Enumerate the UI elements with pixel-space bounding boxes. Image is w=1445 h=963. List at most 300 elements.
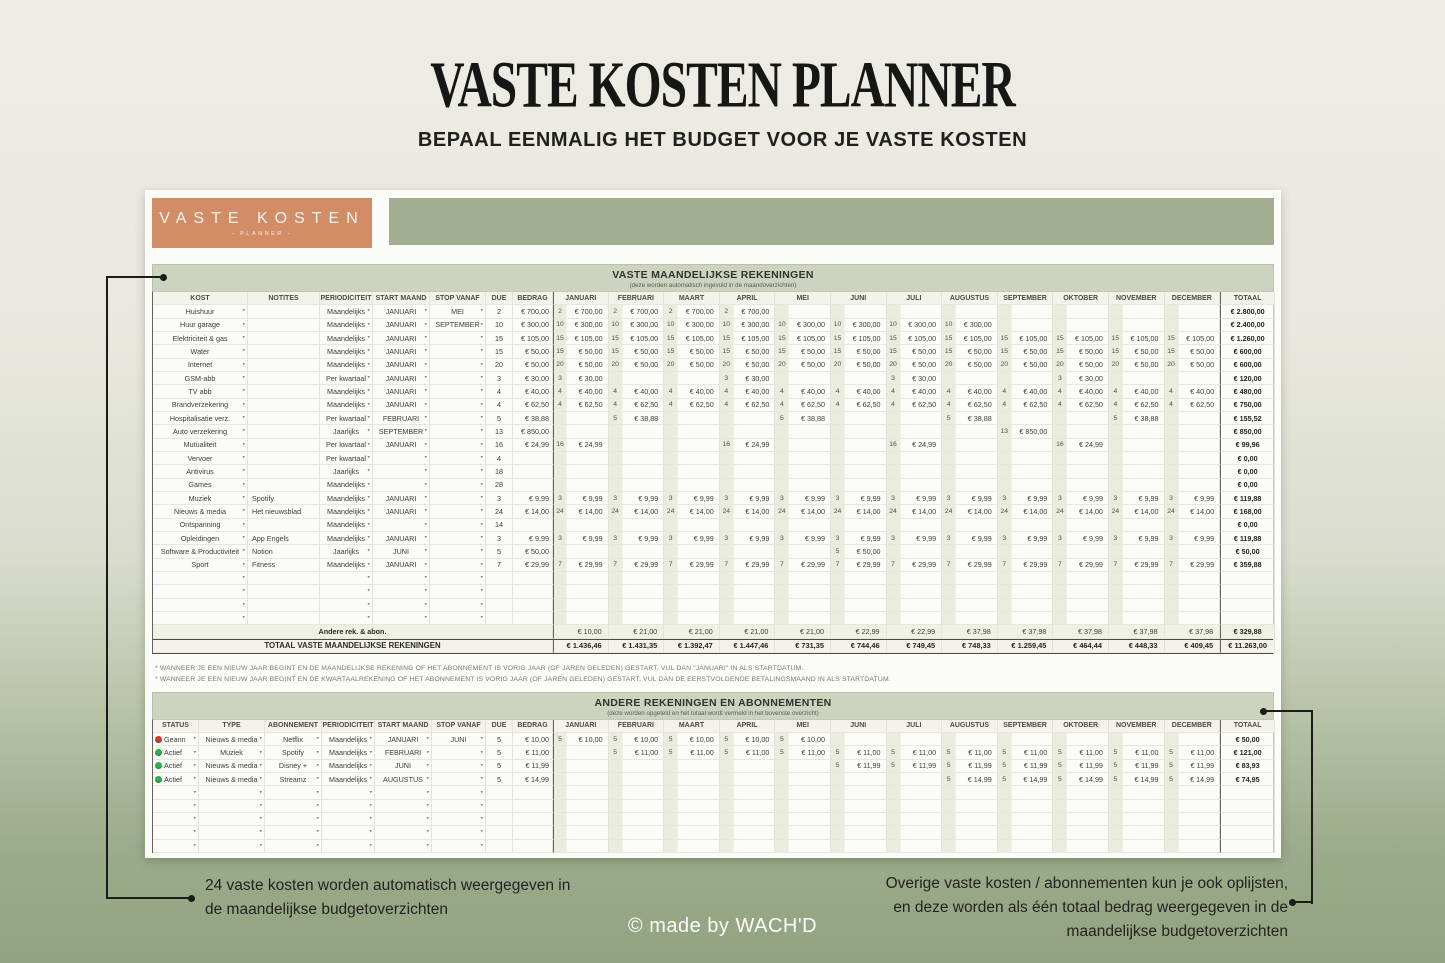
kost-dropdown[interactable]: Brandverzekering ▾ [153, 399, 248, 412]
bedrag-cell[interactable]: € 50,00 [513, 545, 553, 558]
start-maand-dropdown[interactable]: JANUARI ▾ [373, 345, 430, 358]
month-amount-cell [1179, 826, 1221, 839]
month-due-cell [942, 465, 956, 478]
bedrag-cell[interactable] [513, 800, 553, 813]
stop-vanaf-dropdown[interactable] [430, 399, 486, 412]
stop-vanaf-dropdown[interactable] [430, 412, 486, 425]
type-dropdown[interactable]: Nieuws & media ▾ [199, 760, 265, 773]
kost-dropdown[interactable]: Water ▾ [153, 345, 248, 358]
stop-vanaf-dropdown[interactable] [430, 372, 486, 385]
due-cell[interactable]: 20 [486, 359, 513, 372]
dropdown-arrow-icon: ▾ [424, 307, 427, 314]
month-amount-cell: € 24,99 [567, 439, 609, 452]
due-cell[interactable] [486, 840, 513, 853]
bedrag-cell[interactable]: € 62,50 [513, 399, 553, 412]
start-maand-dropdown[interactable] [375, 813, 432, 826]
notites-cell[interactable] [248, 465, 320, 478]
notites-cell[interactable] [248, 359, 320, 372]
stop-vanaf-dropdown[interactable] [432, 826, 486, 839]
notites-cell[interactable] [248, 452, 320, 465]
bedrag-cell[interactable]: € 9,99 [513, 532, 553, 545]
notites-cell[interactable] [248, 345, 320, 358]
month-due-cell [775, 813, 789, 826]
type-dropdown[interactable]: Nieuws & media ▾ [199, 773, 265, 786]
month-amount-cell: € 29,99 [567, 559, 609, 572]
kost-dropdown[interactable]: Opleidingen ▾ [153, 532, 248, 545]
abonnement-dropdown[interactable]: Disney + ▾ [265, 760, 322, 773]
kost-dropdown[interactable] [153, 599, 248, 612]
abonnement-dropdown[interactable] [265, 786, 322, 799]
bedrag-cell[interactable] [513, 840, 553, 853]
month-due-cell [1109, 813, 1123, 826]
kost-dropdown[interactable]: Huur garage ▾ [153, 319, 248, 332]
periodiciteit-dropdown[interactable]: Per kwartaal ▾ [320, 372, 373, 385]
stop-vanaf-dropdown[interactable] [430, 385, 486, 398]
periodiciteit-dropdown[interactable]: Maandelijks ▾ [320, 385, 373, 398]
bedrag-cell[interactable] [513, 519, 553, 532]
periodiciteit-dropdown[interactable] [320, 599, 373, 612]
month-due-cell [553, 813, 567, 826]
due-cell[interactable]: 3 [486, 492, 513, 505]
notites-cell[interactable] [248, 519, 320, 532]
bedrag-cell[interactable]: € 11,00 [513, 746, 553, 759]
due-cell[interactable] [486, 813, 513, 826]
stop-vanaf-dropdown[interactable] [430, 612, 486, 625]
bedrag-cell[interactable]: € 30,00 [513, 372, 553, 385]
stop-vanaf-dropdown[interactable] [430, 505, 486, 518]
month-amount-cell [1179, 479, 1221, 492]
bedrag-cell[interactable] [513, 599, 553, 612]
due-cell[interactable] [486, 786, 513, 799]
month-due-cell [1165, 412, 1179, 425]
abonnement-dropdown[interactable] [265, 840, 322, 853]
periodiciteit-dropdown[interactable]: Per kwartaal ▾ [320, 412, 373, 425]
month-due-cell: 3 [887, 532, 901, 545]
stop-vanaf-dropdown[interactable] [430, 519, 486, 532]
bedrag-cell[interactable]: € 50,00 [513, 345, 553, 358]
month-amount-cell [956, 425, 998, 438]
month-due-cell [775, 826, 789, 839]
type-dropdown[interactable]: Muziek ▾ [199, 746, 265, 759]
month-amount-cell [901, 452, 943, 465]
periodiciteit-dropdown[interactable]: Jaarlijks ▾ [320, 425, 373, 438]
stop-vanaf-dropdown[interactable] [430, 572, 486, 585]
month-due-cell [1053, 800, 1067, 813]
periodiciteit-dropdown[interactable]: Maandelijks ▾ [320, 359, 373, 372]
type-dropdown[interactable]: Nieuws & media ▾ [199, 733, 265, 746]
periodiciteit-dropdown[interactable]: Jaarlijks ▾ [320, 545, 373, 558]
due-cell[interactable]: 15 [486, 345, 513, 358]
dropdown-arrow-icon: ▾ [480, 481, 483, 488]
periodiciteit-dropdown[interactable]: Maandelijks ▾ [320, 519, 373, 532]
kost-dropdown[interactable]: Sport ▾ [153, 559, 248, 572]
kost-dropdown[interactable]: Nieuws & media ▾ [153, 505, 248, 518]
stop-vanaf-dropdown[interactable] [430, 465, 486, 478]
dropdown-arrow-icon: ▾ [369, 802, 372, 809]
row-total-cell [1220, 826, 1275, 839]
stop-vanaf-dropdown[interactable] [430, 425, 486, 438]
kost-dropdown[interactable]: Mutualiteit ▾ [153, 439, 248, 452]
month-amount-cell: € 9,99 [789, 532, 831, 545]
start-maand-dropdown[interactable] [373, 465, 430, 478]
periodiciteit-dropdown[interactable] [322, 813, 375, 826]
start-maand-dropdown[interactable] [375, 826, 432, 839]
month-due-cell [942, 479, 956, 492]
month-amount-cell: € 11,00 [901, 746, 943, 759]
due-cell[interactable] [486, 572, 513, 585]
kost-dropdown[interactable] [153, 585, 248, 598]
column-header-month: OKTOBER [1053, 292, 1109, 305]
kost-dropdown[interactable]: Elektriciteit & gas ▾ [153, 332, 248, 345]
periodiciteit-dropdown[interactable]: Maandelijks ▾ [322, 746, 375, 759]
start-maand-dropdown[interactable] [375, 786, 432, 799]
month-amount-cell: € 11,99 [956, 760, 998, 773]
due-cell[interactable] [486, 585, 513, 598]
periodiciteit-dropdown[interactable]: Maandelijks ▾ [320, 505, 373, 518]
month-total-cell: € 731,35 [775, 640, 831, 653]
due-cell[interactable]: 3 [486, 372, 513, 385]
start-maand-dropdown[interactable]: SEPTEMBER ▾ [373, 425, 430, 438]
stop-vanaf-dropdown[interactable] [430, 599, 486, 612]
due-cell[interactable]: 5 [486, 746, 513, 759]
bedrag-cell[interactable]: € 14,00 [513, 505, 553, 518]
month-amount-cell: € 9,99 [623, 532, 665, 545]
bedrag-cell[interactable] [513, 826, 553, 839]
start-maand-dropdown[interactable] [373, 479, 430, 492]
due-cell[interactable]: 15 [486, 332, 513, 345]
periodiciteit-dropdown[interactable]: Maandelijks ▾ [320, 332, 373, 345]
start-maand-dropdown[interactable] [373, 519, 430, 532]
month-amount-cell [956, 826, 998, 839]
due-cell[interactable]: 4 [486, 385, 513, 398]
stop-vanaf-dropdown[interactable] [430, 359, 486, 372]
due-cell[interactable]: 14 [486, 519, 513, 532]
month-due-cell: 24 [609, 505, 623, 518]
kost-dropdown[interactable]: Huishuur ▾ [153, 305, 248, 318]
due-cell[interactable]: 7 [486, 559, 513, 572]
kost-dropdown[interactable]: Auto verzekering ▾ [153, 425, 248, 438]
month-due-cell [553, 479, 567, 492]
kost-dropdown[interactable]: TV abb ▾ [153, 385, 248, 398]
month-total-cell: € 22,99 [887, 625, 943, 639]
periodiciteit-dropdown[interactable] [320, 572, 373, 585]
month-due-cell: 5 [831, 545, 845, 558]
stop-vanaf-dropdown[interactable] [430, 439, 486, 452]
notites-cell[interactable] [248, 612, 320, 625]
due-cell[interactable]: 5 [486, 733, 513, 746]
start-maand-dropdown[interactable] [373, 572, 430, 585]
start-maand-dropdown[interactable] [373, 612, 430, 625]
start-maand-dropdown[interactable]: JANUARI ▾ [373, 505, 430, 518]
stop-vanaf-dropdown[interactable] [432, 786, 486, 799]
kost-dropdown[interactable]: Ontspanning ▾ [153, 519, 248, 532]
bedrag-cell[interactable]: € 300,00 [513, 319, 553, 332]
due-cell[interactable]: 10 [486, 319, 513, 332]
stop-vanaf-dropdown[interactable] [430, 479, 486, 492]
month-due-cell: 10 [553, 319, 567, 332]
stop-vanaf-dropdown[interactable]: JUNI ▾ [432, 733, 486, 746]
periodiciteit-dropdown[interactable]: Per kwartaal ▾ [320, 452, 373, 465]
status-dropdown[interactable] [153, 813, 199, 826]
kost-dropdown[interactable]: Software & Productiviteit ▾ [153, 545, 248, 558]
dropdown-arrow-icon: ▾ [424, 427, 427, 434]
bedrag-cell[interactable]: € 105,00 [513, 332, 553, 345]
stop-vanaf-dropdown[interactable]: MEI ▾ [430, 305, 486, 318]
start-maand-dropdown[interactable]: JANUARI ▾ [373, 385, 430, 398]
bedrag-cell[interactable]: € 40,00 [513, 385, 553, 398]
bedrag-cell[interactable]: € 700,00 [513, 305, 553, 318]
periodiciteit-dropdown[interactable] [322, 840, 375, 853]
month-amount-cell [1179, 412, 1221, 425]
bedrag-cell[interactable] [513, 572, 553, 585]
due-cell[interactable]: 5 [486, 412, 513, 425]
status-dropdown[interactable]: Actief ▾ [153, 746, 199, 759]
kost-dropdown[interactable]: Vervoer ▾ [153, 452, 248, 465]
start-maand-dropdown[interactable] [375, 840, 432, 853]
month-amount-cell [901, 425, 943, 438]
stop-vanaf-dropdown[interactable] [432, 800, 486, 813]
status-dropdown[interactable] [153, 786, 199, 799]
periodiciteit-dropdown[interactable]: Maandelijks ▾ [322, 760, 375, 773]
notites-cell[interactable] [248, 585, 320, 598]
start-maand-dropdown[interactable] [373, 452, 430, 465]
status-dropdown[interactable] [153, 826, 199, 839]
stop-vanaf-dropdown[interactable] [430, 532, 486, 545]
notites-cell[interactable]: Het nieuwsblad [248, 505, 320, 518]
start-maand-dropdown[interactable]: JANUARI ▾ [373, 359, 430, 372]
start-maand-dropdown[interactable]: FEBRUARI ▾ [373, 412, 430, 425]
due-cell[interactable] [486, 826, 513, 839]
start-maand-dropdown[interactable]: JANUARI ▾ [373, 559, 430, 572]
stop-vanaf-dropdown[interactable]: SEPTEMBER ▾ [430, 319, 486, 332]
column-header-periodiciteit: PERIODICITEIT [322, 720, 375, 733]
start-maand-dropdown[interactable]: AUGUSTUS ▾ [375, 773, 432, 786]
notites-cell[interactable]: Spotify [248, 492, 320, 505]
bedrag-cell[interactable]: € 10,00 [513, 733, 553, 746]
bedrag-cell[interactable]: € 9,99 [513, 492, 553, 505]
table2-subtitle: (deze worden opgeteld en het totaal wordt vermeld in het bovenste overzicht) [607, 709, 819, 717]
notites-cell[interactable] [248, 399, 320, 412]
stop-vanaf-dropdown[interactable] [432, 773, 486, 786]
start-maand-dropdown[interactable]: JANUARI ▾ [373, 305, 430, 318]
periodiciteit-dropdown[interactable]: Maandelijks ▾ [320, 305, 373, 318]
bedrag-cell[interactable] [513, 612, 553, 625]
start-maand-dropdown[interactable]: JANUARI ▾ [373, 332, 430, 345]
abonnement-dropdown[interactable] [265, 813, 322, 826]
bedrag-cell[interactable] [513, 452, 553, 465]
bedrag-cell[interactable] [513, 465, 553, 478]
dropdown-arrow-icon: ▾ [367, 374, 370, 381]
bedrag-cell[interactable]: € 850,00 [513, 425, 553, 438]
notites-cell[interactable]: Notion [248, 545, 320, 558]
type-dropdown[interactable] [199, 800, 265, 813]
notites-cell[interactable] [248, 332, 320, 345]
bedrag-cell[interactable] [513, 479, 553, 492]
bedrag-cell[interactable] [513, 813, 553, 826]
bedrag-cell[interactable]: € 24,99 [513, 439, 553, 452]
due-cell[interactable]: 4 [486, 399, 513, 412]
month-amount-cell [1179, 599, 1221, 612]
notites-cell[interactable] [248, 372, 320, 385]
periodiciteit-dropdown[interactable]: Maandelijks ▾ [322, 773, 375, 786]
notites-cell[interactable]: App Engels [248, 532, 320, 545]
abonnement-dropdown[interactable]: Streamz ▾ [265, 773, 322, 786]
notites-cell[interactable] [248, 479, 320, 492]
status-dropdown[interactable] [153, 800, 199, 813]
notites-cell[interactable] [248, 572, 320, 585]
month-due-cell [942, 599, 956, 612]
month-amount-cell: € 9,99 [1179, 532, 1221, 545]
notites-cell[interactable] [248, 319, 320, 332]
due-cell[interactable] [486, 599, 513, 612]
kost-dropdown[interactable] [153, 612, 248, 625]
bedrag-cell[interactable]: € 38,88 [513, 412, 553, 425]
kost-dropdown[interactable]: GSM-abb ▾ [153, 372, 248, 385]
status-dropdown[interactable] [153, 840, 199, 853]
month-amount-cell [567, 786, 609, 799]
month-total-cell: € 21,00 [775, 625, 831, 639]
start-maand-dropdown[interactable]: JUNI ▾ [373, 545, 430, 558]
periodiciteit-dropdown[interactable] [320, 612, 373, 625]
month-amount-cell [789, 773, 831, 786]
periodiciteit-dropdown[interactable]: Maandelijks ▾ [320, 479, 373, 492]
periodiciteit-dropdown[interactable]: Maandelijks ▾ [320, 319, 373, 332]
start-maand-dropdown[interactable]: JANUARI ▾ [373, 319, 430, 332]
type-dropdown[interactable] [199, 840, 265, 853]
start-maand-dropdown[interactable]: JANUARI ▾ [373, 439, 430, 452]
stop-vanaf-dropdown[interactable] [430, 452, 486, 465]
due-cell[interactable]: 4 [486, 452, 513, 465]
start-maand-dropdown[interactable]: JANUARI ▾ [373, 492, 430, 505]
notites-cell[interactable] [248, 385, 320, 398]
abonnement-dropdown[interactable] [265, 800, 322, 813]
due-cell[interactable]: 3 [486, 532, 513, 545]
periodiciteit-dropdown[interactable] [322, 786, 375, 799]
due-cell[interactable]: 13 [486, 425, 513, 438]
status-dropdown[interactable]: Geann ▾ [153, 733, 199, 746]
notites-cell[interactable]: Fitness [248, 559, 320, 572]
periodiciteit-dropdown[interactable] [322, 826, 375, 839]
periodiciteit-dropdown[interactable]: Maandelijks ▾ [320, 559, 373, 572]
kost-dropdown[interactable]: Internet ▾ [153, 359, 248, 372]
due-cell[interactable] [486, 612, 513, 625]
notites-cell[interactable] [248, 439, 320, 452]
month-due-cell [664, 412, 678, 425]
notites-cell[interactable] [248, 599, 320, 612]
stop-vanaf-dropdown[interactable] [432, 813, 486, 826]
month-due-cell [720, 572, 734, 585]
periodiciteit-dropdown[interactable] [322, 800, 375, 813]
periodiciteit-dropdown[interactable]: Maandelijks ▾ [322, 733, 375, 746]
stop-vanaf-dropdown[interactable] [432, 760, 486, 773]
start-maand-dropdown[interactable]: JANUARI ▾ [373, 399, 430, 412]
bedrag-cell[interactable] [513, 585, 553, 598]
type-dropdown[interactable] [199, 813, 265, 826]
due-cell[interactable]: 18 [486, 465, 513, 478]
abonnement-dropdown[interactable]: Spotify ▾ [265, 746, 322, 759]
bedrag-cell[interactable] [513, 786, 553, 799]
month-due-cell [609, 372, 623, 385]
start-maand-dropdown[interactable]: JANUARI ▾ [373, 532, 430, 545]
kost-dropdown[interactable]: Games ▾ [153, 479, 248, 492]
month-amount-cell [623, 465, 665, 478]
due-cell[interactable]: 28 [486, 479, 513, 492]
kost-dropdown[interactable]: Hospitalisatie verz. ▾ [153, 412, 248, 425]
due-cell[interactable]: 5 [486, 773, 513, 786]
notites-cell[interactable] [248, 425, 320, 438]
month-due-cell [831, 773, 845, 786]
month-due-cell [998, 319, 1012, 332]
periodiciteit-dropdown[interactable]: Maandelijks ▾ [320, 532, 373, 545]
periodiciteit-dropdown[interactable]: Maandelijks ▾ [320, 345, 373, 358]
stop-vanaf-dropdown[interactable] [430, 545, 486, 558]
due-cell[interactable]: 2 [486, 305, 513, 318]
stop-vanaf-dropdown[interactable] [430, 492, 486, 505]
notites-cell[interactable] [248, 305, 320, 318]
bedrag-cell[interactable]: € 50,00 [513, 359, 553, 372]
status-dropdown[interactable]: Actief ▾ [153, 760, 199, 773]
stop-vanaf-dropdown[interactable] [430, 585, 486, 598]
type-dropdown[interactable] [199, 786, 265, 799]
periodiciteit-dropdown[interactable]: Per kwartaal ▾ [320, 439, 373, 452]
abonnement-dropdown[interactable]: Netflix ▾ [265, 733, 322, 746]
dropdown-arrow-icon: ▾ [242, 481, 245, 488]
start-maand-dropdown[interactable] [373, 599, 430, 612]
periodiciteit-dropdown[interactable]: Maandelijks ▾ [320, 399, 373, 412]
kost-dropdown[interactable] [153, 572, 248, 585]
start-maand-dropdown[interactable]: JANUARI ▾ [373, 372, 430, 385]
month-amount-cell: € 50,00 [1012, 345, 1054, 358]
stop-vanaf-dropdown[interactable] [430, 559, 486, 572]
periodiciteit-dropdown[interactable]: Maandelijks ▾ [320, 492, 373, 505]
month-amount-cell [789, 465, 831, 478]
due-cell[interactable] [486, 800, 513, 813]
periodiciteit-dropdown[interactable] [320, 585, 373, 598]
column-header-month: APRIL [720, 720, 776, 733]
notites-cell[interactable] [248, 412, 320, 425]
month-due-cell: 5 [1109, 746, 1123, 759]
month-due-cell: 4 [831, 385, 845, 398]
start-maand-dropdown[interactable]: JUNI ▾ [375, 760, 432, 773]
due-cell[interactable]: 16 [486, 439, 513, 452]
month-amount-cell [734, 773, 776, 786]
month-amount-cell [1012, 439, 1054, 452]
stop-vanaf-dropdown[interactable] [432, 746, 486, 759]
start-maand-dropdown[interactable] [373, 585, 430, 598]
stop-vanaf-dropdown[interactable] [430, 345, 486, 358]
bedrag-cell[interactable]: € 14,99 [513, 773, 553, 786]
due-cell[interactable]: 24 [486, 505, 513, 518]
month-due-cell [998, 612, 1012, 625]
start-maand-dropdown[interactable] [375, 800, 432, 813]
start-maand-dropdown[interactable]: JANUARI ▾ [375, 733, 432, 746]
due-cell[interactable]: 5 [486, 545, 513, 558]
type-dropdown[interactable] [199, 826, 265, 839]
periodiciteit-dropdown[interactable]: Jaarlijks ▾ [320, 465, 373, 478]
stop-vanaf-dropdown[interactable] [430, 332, 486, 345]
status-dropdown[interactable]: Actief ▾ [153, 773, 199, 786]
dropdown-arrow-icon: ▾ [424, 401, 427, 408]
kost-dropdown[interactable]: Muziek ▾ [153, 492, 248, 505]
bedrag-cell[interactable]: € 11,99 [513, 760, 553, 773]
bedrag-cell[interactable]: € 29,99 [513, 559, 553, 572]
abonnement-dropdown[interactable] [265, 826, 322, 839]
start-maand-dropdown[interactable]: FEBRUARI ▾ [375, 746, 432, 759]
due-cell[interactable]: 5 [486, 760, 513, 773]
stop-vanaf-dropdown[interactable] [432, 840, 486, 853]
month-due-cell [1165, 479, 1179, 492]
kost-dropdown[interactable]: Antivirus ▾ [153, 465, 248, 478]
